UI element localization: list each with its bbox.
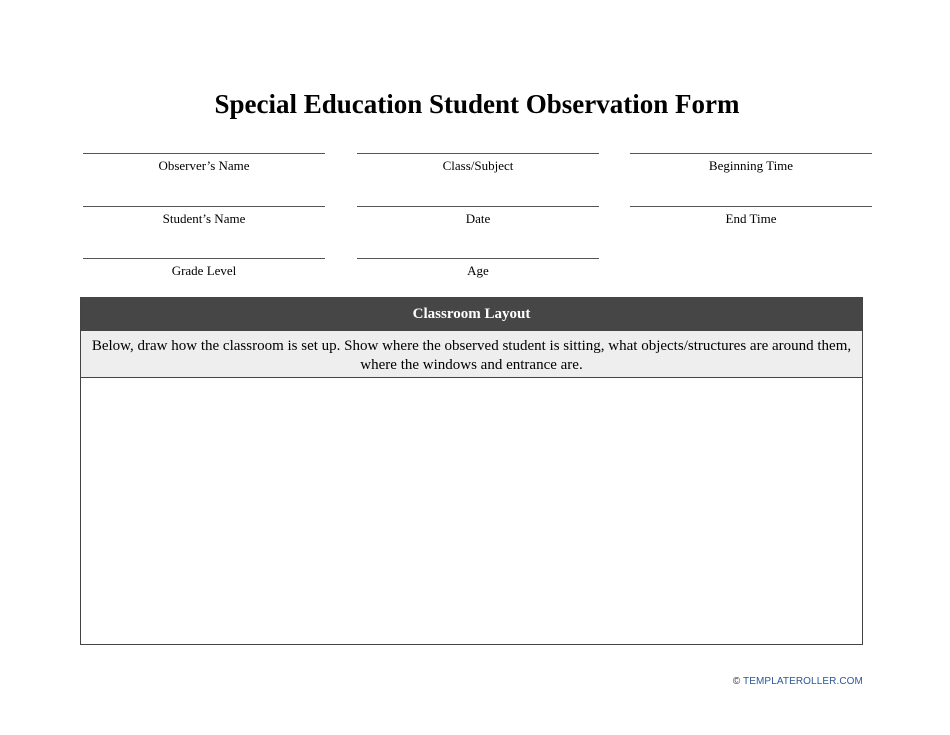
beginning-time-field[interactable] <box>630 153 872 174</box>
age-line[interactable] <box>357 258 599 259</box>
grade-level-line[interactable] <box>83 258 325 259</box>
classroom-layout-instructions: Below, draw how the classroom is set up. Show where the observed student is sitting, what objects/structures are around them, where the windows and entrance are. <box>81 330 862 378</box>
classroom-drawing-area[interactable] <box>81 378 862 641</box>
class-subject-line[interactable] <box>357 153 599 154</box>
footer-site-link[interactable]: TEMPLATEROLLER.COM <box>743 676 863 687</box>
classroom-layout-section <box>80 297 863 645</box>
beginning-time-line[interactable] <box>630 153 872 154</box>
beginning-time-label: Beginning Time <box>708 158 794 173</box>
grade-level-label: Grade Level <box>171 263 237 278</box>
observers-name-field[interactable] <box>83 153 325 174</box>
copyright-symbol: © <box>732 676 741 687</box>
students-name-field[interactable] <box>83 206 325 227</box>
class-subject-field[interactable] <box>357 153 599 174</box>
date-line[interactable] <box>357 206 599 207</box>
age-field[interactable] <box>357 258 599 279</box>
end-time-field[interactable] <box>630 206 872 227</box>
grade-level-field[interactable] <box>83 258 325 279</box>
observers-name-line[interactable] <box>83 153 325 154</box>
classroom-layout-header: Classroom Layout <box>81 298 862 330</box>
date-label: Date <box>465 211 491 226</box>
class-subject-label: Class/Subject <box>442 158 514 173</box>
students-name-label: Student’s Name <box>162 211 246 226</box>
students-name-line[interactable] <box>83 206 325 207</box>
form-title: Special Education Student Observation Form <box>214 89 740 119</box>
age-label: Age <box>467 263 489 278</box>
end-time-line[interactable] <box>630 206 872 207</box>
observers-name-label: Observer’s Name <box>158 158 250 173</box>
footer-credit[interactable] <box>733 676 863 687</box>
date-field[interactable] <box>357 206 599 227</box>
end-time-label: End Time <box>725 211 777 226</box>
